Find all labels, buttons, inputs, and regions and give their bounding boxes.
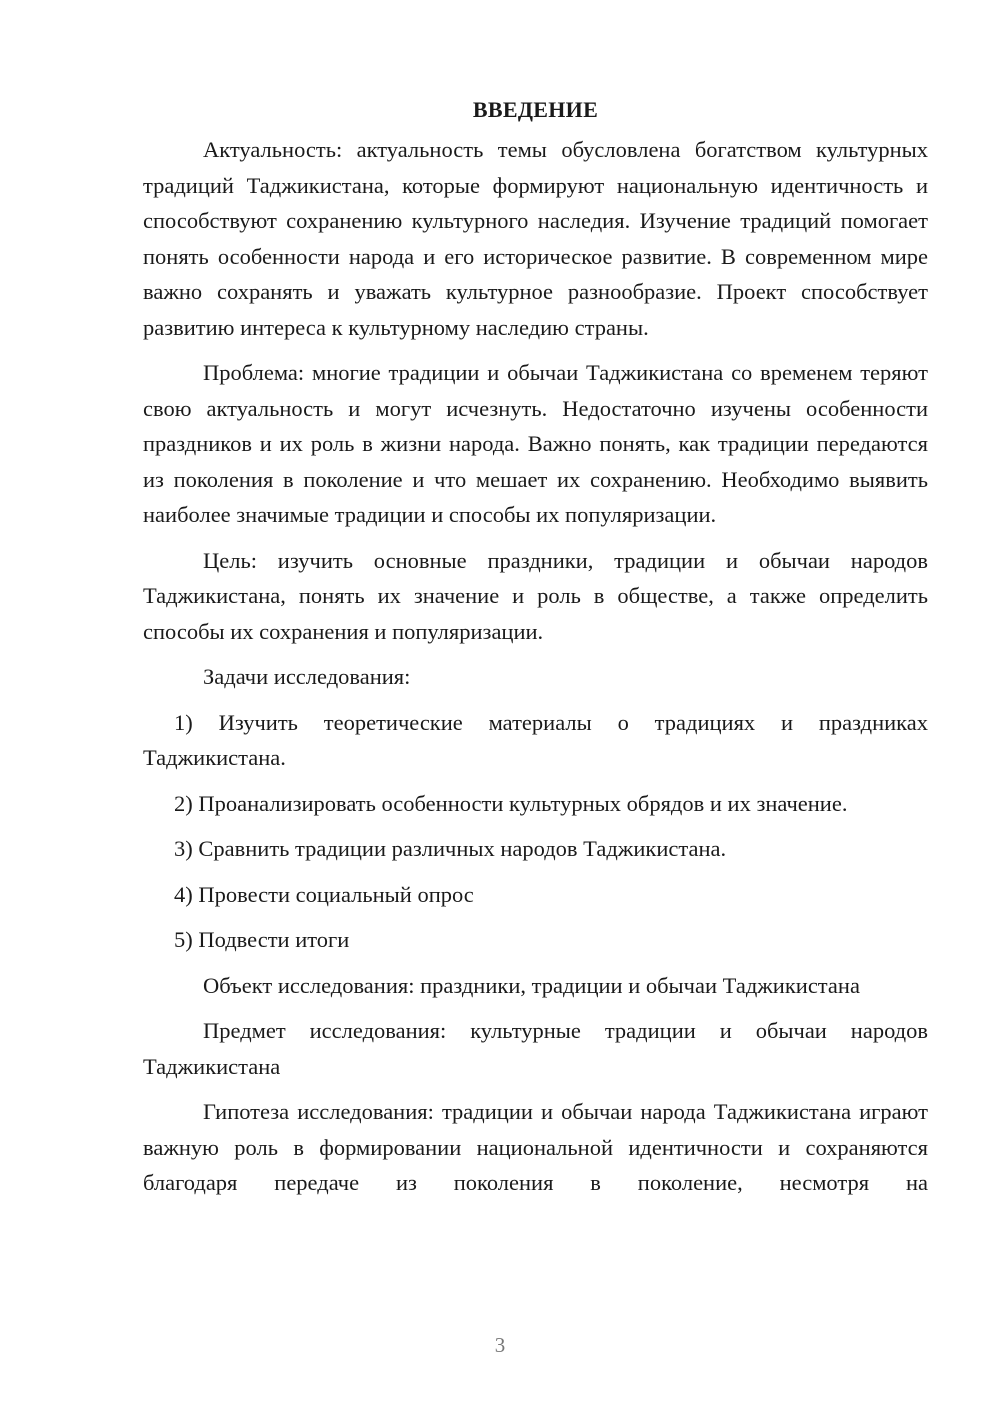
task-item-5: 5) Подвести итоги — [174, 927, 350, 952]
subject-paragraph: Предмет исследования: культурные традиции и обычаи народов Таджикистана — [143, 1018, 928, 1079]
task-item-4: 4) Провести социальный опрос — [174, 881, 474, 907]
section-heading: ВВЕДЕНИЕ — [472, 97, 599, 122]
problem-paragraph: Проблема: многие традиции и обычаи Таджикистана со временем теряют свою актуальность и могут исчезнуть. Недостаточно изучены особенности праздников и их роль в жизни народа. Важно понять, как традиции передаются из поколения в поколение и что мешает их сохранению. Необходимо выявить наиболее значимые традиции и способы их популяризации. — [143, 360, 928, 527]
tasks-title: Задачи исследования: — [203, 664, 411, 689]
task-item-1: 1) Изучить теоретические материалы о традициях и праздниках Таджикистана. — [143, 709, 928, 770]
goal-paragraph: Цель: изучить основные праздники, традиции и обычаи народов Таджикистана, понять их значение и роль в обществе, а также определить способы их сохранения и популяризации. — [143, 547, 928, 644]
hypothesis-paragraph: Гипотеза исследования: традиции и обычаи народа Таджикистана играют важную роль в формировании национальной идентичности и сохраняются благодаря передаче из поколения в поколение, несмотря на — [143, 1099, 928, 1195]
object-paragraph: Объект исследования: праздники, традиции и обычаи Таджикистана — [203, 972, 860, 998]
relevance-paragraph: Актуальность: актуальность темы обусловлена богатством культурных традиций Таджикистана, которые формируют национальную идентичность и способствуют сохранению культурного наследия. Изучение традиций помогает понять особенности народа и его историческое развитие. В современном мире важно сохранять и уважать культурное разнообразие. Проект способствует развитию интереса к культурному наследию страны. — [143, 137, 928, 340]
page-number: 3 — [494, 1333, 506, 1357]
document-page — [143, 92, 928, 1211]
task-item-3: 3) Сравнить традиции различных народов Таджикистана. — [174, 836, 727, 861]
task-item-2: 2) Проанализировать особенности культурных обрядов и их значение. — [174, 790, 848, 816]
